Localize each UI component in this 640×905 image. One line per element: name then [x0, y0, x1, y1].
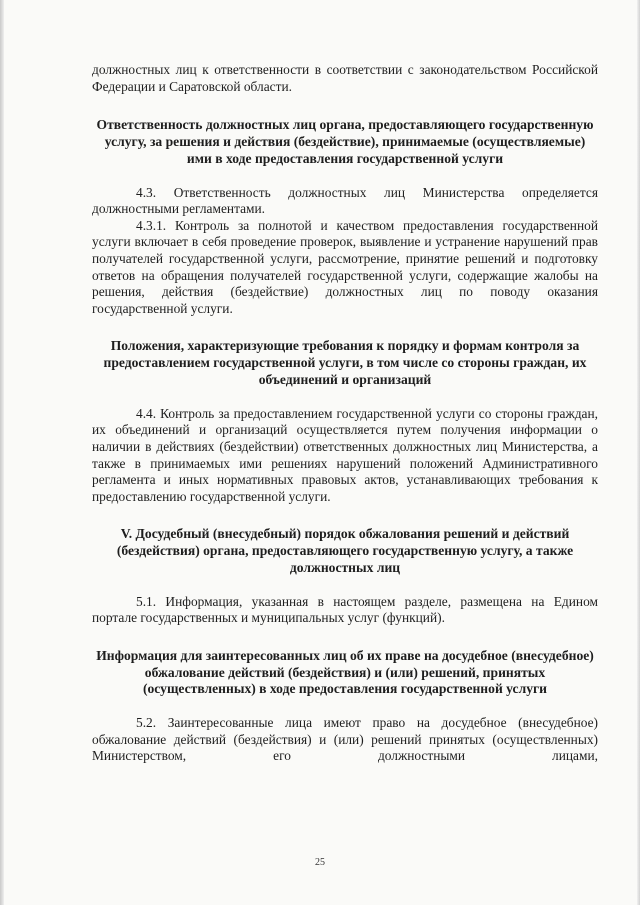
page-body — [92, 62, 598, 765]
paragraph-4-3-1: 4.3.1. Контроль за полнотой и качеством предоставления государственной услуги включает в себя проведение проверок, выявление и устранение нарушений прав получателей государственной услуги, рассмотрение, принятие решений и подготовку ответов на обращения получателей государственной услуги, содержащие жалобы на решения, действия (бездействие) должностных лиц по поводу оказания государственной услуги. — [92, 217, 598, 316]
paragraph-4-3: 4.3. Ответственность должностных лиц Министерства определяется должностными регламентами. — [92, 184, 598, 217]
section-heading-responsibility: Ответственность должностных лиц органа, предоставляющего государственную услугу, за решения и действия (бездействие), принимаемые (осуществляемые) ими в ходе предоставления государственной услуги — [96, 117, 594, 166]
page-number: 25 — [315, 857, 325, 868]
section-heading-information: Информация для заинтересованных лиц об их праве на досудебное (внесудебное) обжалование действий (бездействия) и (или) решений, принятых (осуществленных) в ходе предоставления государственной услуги — [96, 647, 594, 697]
paragraph-continuation: должностных лиц к ответственности в соответствии с законодательством Российской Федерации и Саратовской области. — [92, 62, 598, 94]
section-heading-appeal: V. Досудебный (внесудебный) порядок обжалования решений и действий (бездействия) органа, предоставляющего государственную услугу, а также должностных лиц — [116, 526, 574, 575]
paragraph-5-1: 5.1. Информация, указанная в настоящем разделе, размещена на Едином портале государственных и муниципальных услуг (функций). — [92, 593, 598, 626]
scan-edge — [0, 0, 4, 905]
paragraph-4-4: 4.4. Контроль за предоставлением государственной услуги со стороны граждан, их объединений и организаций осуществляется путем получения информации о наличии в действиях (бездействии) ответственных должностных лиц Министерства, а также в принимаемых ими решениях нарушений положений Административного регламента и иных нормативных правовых актов, устанавливающих требования к предоставлению государственной услуги. — [92, 405, 598, 504]
paragraph-5-2: 5.2. Заинтересованные лица имеют право на досудебное (внесудебное) обжалование действий (бездействия) и (или) решений принятых (осуществленных) Министерством, его должностными лицами, — [92, 715, 598, 764]
section-heading-control: Положения, характеризующие требования к порядку и формам контроля за предоставлением государственной услуги, в том числе со стороны граждан, их объединений и организаций — [103, 338, 587, 387]
